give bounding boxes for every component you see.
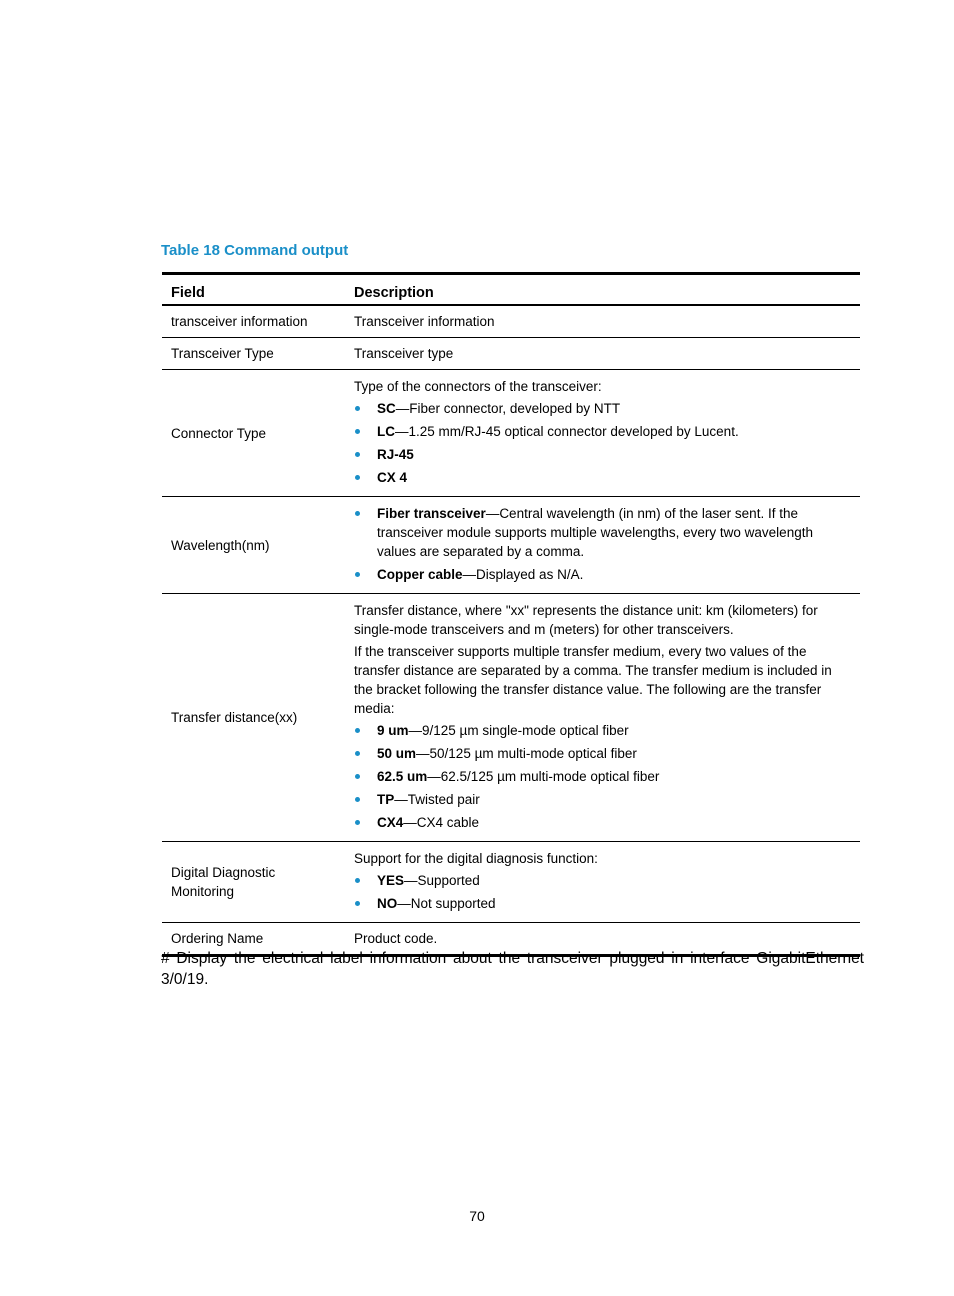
item-text: —Twisted pair <box>394 792 480 807</box>
field-cell: transceiver information <box>162 305 345 338</box>
field-cell: Wavelength(nm) <box>162 497 345 594</box>
description-cell: Transceiver information <box>345 305 860 338</box>
item-text: —Central wavelength (in nm) of the laser sent. If the transceiver module supports multiple wavelengths, every two wavelength values are separated by a comma. <box>377 506 813 559</box>
table-header-row <box>162 274 860 306</box>
bullet-icon <box>355 774 360 779</box>
description-cell <box>345 370 860 497</box>
item-text: —1.25 mm/RJ-45 optical connector developed by Lucent. <box>395 424 739 439</box>
item-term: LC <box>377 424 395 439</box>
description-intro: Support for the digital diagnosis function: <box>354 851 598 866</box>
description-cell <box>345 594 860 842</box>
item-term: TP <box>377 792 395 807</box>
list-item <box>354 504 852 561</box>
bullet-icon <box>355 820 360 825</box>
list-item <box>354 767 852 786</box>
header-field: Field <box>162 274 345 306</box>
item-term: Copper cable <box>377 567 463 582</box>
page-number: 70 <box>469 1208 485 1224</box>
table-row <box>162 594 860 842</box>
bullet-icon <box>355 475 360 480</box>
table-row <box>162 370 860 497</box>
item-term: RJ-45 <box>377 447 414 462</box>
description-intro: Type of the connectors of the transceiver: <box>354 379 602 394</box>
item-text: —Displayed as N/A. <box>462 567 584 582</box>
description-paragraph: If the transceiver supports multiple transfer medium, every two values of the transfer distance are separated by a comma. The transfer medium is included in the bracket following the transfer distance value. The following are the transfer media: <box>354 644 832 716</box>
field-cell: Digital Diagnostic Monitoring <box>162 842 345 923</box>
list-item <box>354 813 852 832</box>
description-cell <box>345 842 860 923</box>
header-description: Description <box>345 274 860 306</box>
description-cell <box>345 497 860 594</box>
bullet-icon <box>355 878 360 883</box>
bullet-icon <box>355 572 360 577</box>
item-text: —50/125 µm multi-mode optical fiber <box>416 746 637 761</box>
item-text: —9/125 µm single-mode optical fiber <box>408 723 629 738</box>
list-item <box>354 445 852 464</box>
item-text: —CX4 cable <box>403 815 480 830</box>
description-paragraph: Transfer distance, where "xx" represents the distance unit: km (kilometers) for single-mode transceivers and m (meters) for other transceivers. <box>354 603 818 637</box>
table-row <box>162 497 860 594</box>
field-cell: Transfer distance(xx) <box>162 594 345 842</box>
item-term: 50 um <box>377 746 417 761</box>
bullet-list <box>354 504 852 584</box>
table-row <box>162 305 860 338</box>
field-cell: Transceiver Type <box>162 338 345 370</box>
list-item <box>354 744 852 763</box>
bullet-icon <box>355 901 360 906</box>
item-term: 62.5 um <box>377 769 428 784</box>
list-item <box>354 422 852 441</box>
list-item <box>354 871 852 890</box>
bullet-icon <box>355 728 360 733</box>
item-term: Fiber transceiver <box>377 506 486 521</box>
table-caption: Table 18 Command output <box>161 242 349 259</box>
list-item <box>354 790 852 809</box>
item-term: CX 4 <box>377 470 408 485</box>
description-cell: Transceiver type <box>345 338 860 370</box>
list-item <box>354 721 852 740</box>
bullet-icon <box>355 406 360 411</box>
list-item <box>354 894 852 913</box>
description-cell: Product code. <box>354 931 438 946</box>
command-output-table <box>162 272 860 957</box>
bullet-icon <box>355 751 360 756</box>
bullet-list <box>354 721 852 832</box>
item-term: 9 um <box>377 723 409 738</box>
list-item <box>354 565 852 584</box>
table-row <box>162 842 860 923</box>
item-term: YES <box>377 873 405 888</box>
bullet-icon <box>355 797 360 802</box>
bullet-list <box>354 871 852 913</box>
item-text: —Fiber connector, developed by NTT <box>395 401 621 416</box>
item-term: CX4 <box>377 815 404 830</box>
field-cell: Ordering Name <box>171 931 264 946</box>
list-item <box>354 399 852 418</box>
table-row <box>162 338 860 370</box>
item-text: —62.5/125 µm multi-mode optical fiber <box>427 769 660 784</box>
bullet-list <box>354 399 852 487</box>
item-text: —Not supported <box>397 896 496 911</box>
item-text: —Supported <box>404 873 480 888</box>
item-term: NO <box>377 896 398 911</box>
field-cell: Connector Type <box>162 370 345 497</box>
body-paragraph: # Display the electrical label information about the transceiver plugged in interface GigabitEthernet 3/0/19. <box>161 950 864 988</box>
bullet-icon <box>355 452 360 457</box>
bullet-icon <box>355 511 360 516</box>
list-item <box>354 468 852 487</box>
bullet-icon <box>355 429 360 434</box>
item-term: SC <box>377 401 396 416</box>
